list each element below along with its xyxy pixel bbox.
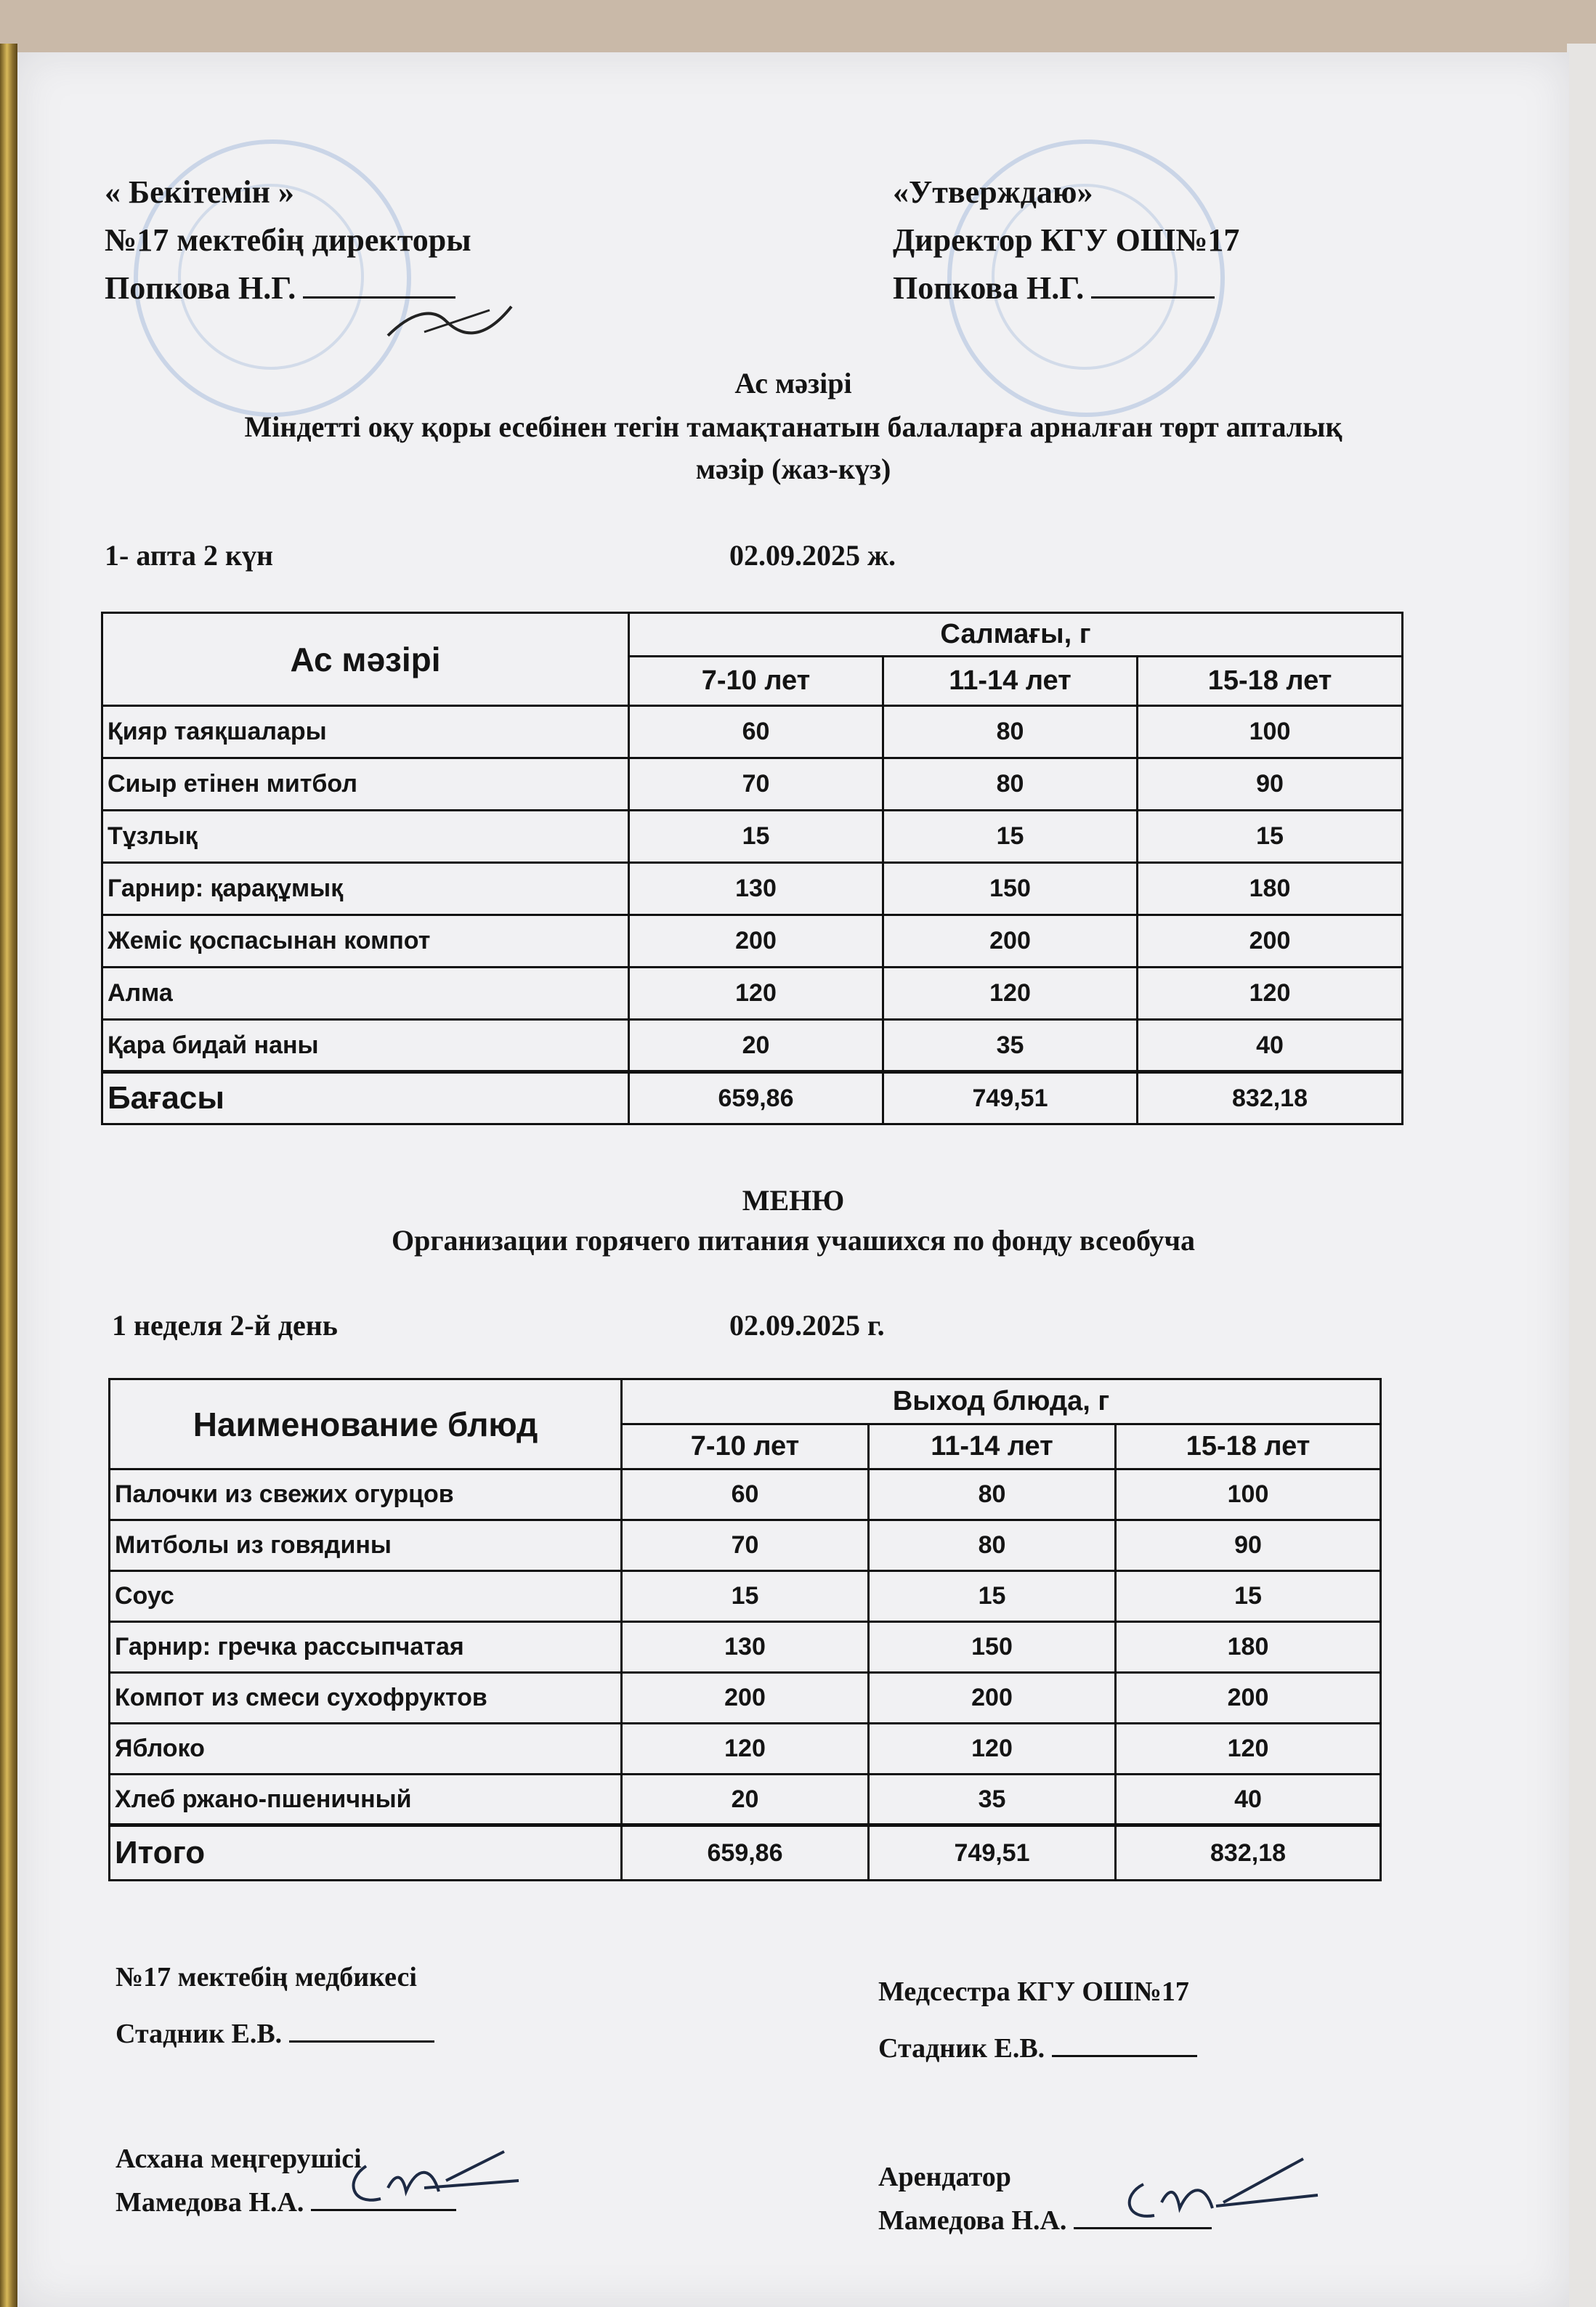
table-row: [102, 863, 1403, 915]
dish-weight: 80: [869, 1520, 1116, 1571]
dish-weight: 100: [1116, 1469, 1381, 1520]
menu-ru-age-group: 11-14 лет: [869, 1424, 1116, 1469]
dish-weight: 100: [1138, 706, 1403, 758]
background-edge: [1567, 44, 1596, 2307]
dish-name: Сиыр етінен митбол: [102, 758, 629, 811]
dish-weight: 20: [622, 1775, 869, 1825]
dish-weight: 200: [622, 1673, 869, 1724]
table-row: [102, 706, 1403, 758]
dish-weight: 40: [1116, 1775, 1381, 1825]
dish-weight: 40: [1138, 1020, 1403, 1072]
approval-kz: [105, 169, 471, 312]
total-price: 749,51: [883, 1072, 1138, 1124]
approval-ru-signature-line: [893, 264, 1239, 312]
dish-weight: 120: [883, 968, 1138, 1020]
dish-weight: 120: [629, 968, 883, 1020]
dish-weight: 15: [883, 811, 1138, 863]
table-row: [102, 968, 1403, 1020]
nurse-ru-title: Медсестра КГУ ОШ№17: [878, 1976, 1189, 2007]
dish-weight: 80: [883, 758, 1138, 811]
dish-weight: 70: [629, 758, 883, 811]
menu-ru-group-header: Выход блюда, г: [622, 1379, 1381, 1424]
dish-weight: 15: [622, 1571, 869, 1622]
nurse-ru-block: [878, 1970, 1197, 2070]
frame-edge: [0, 44, 17, 2307]
menu-kz-col-name: Ас мәзірі: [102, 613, 629, 706]
table-row: [102, 758, 1403, 811]
dish-name: Жеміс қоспасынан компот: [102, 915, 629, 968]
dish-name: Гарнир: гречка рассыпчатая: [110, 1622, 622, 1673]
dish-name: Митболы из говядины: [110, 1520, 622, 1571]
total-label: Итого: [110, 1825, 622, 1881]
dish-weight: 200: [629, 915, 883, 968]
table-row: [110, 1622, 1381, 1673]
total-row: [102, 1072, 1403, 1124]
approval-ru-title: «Утверждаю»: [893, 174, 1093, 210]
total-price: 832,18: [1116, 1825, 1381, 1881]
dish-weight: 120: [1116, 1724, 1381, 1775]
approval-ru-name: Попкова Н.Г.: [893, 270, 1085, 306]
dish-name: Компот из смеси сухофруктов: [110, 1673, 622, 1724]
nurse-kz-signature-line: [116, 2012, 434, 2056]
dish-weight: 60: [629, 706, 883, 758]
dish-weight: 90: [1138, 758, 1403, 811]
background-strip: [0, 0, 1596, 58]
dish-weight: 35: [883, 1020, 1138, 1072]
dish-name: Соус: [110, 1571, 622, 1622]
kitchen-kz-name: Мамедова Н.А.: [116, 2187, 304, 2218]
dish-weight: 35: [869, 1775, 1116, 1825]
menu-kz-table: [101, 612, 1403, 1125]
total-price: 659,86: [629, 1072, 883, 1124]
dish-weight: 200: [1138, 915, 1403, 968]
menu-kz-title: Ас мәзірі: [734, 367, 852, 400]
table-row: [110, 1571, 1381, 1622]
menu-ru-age-group: 7-10 лет: [622, 1424, 869, 1469]
dish-name: Қияр таяқшалары: [102, 706, 629, 758]
table-row: [110, 1469, 1381, 1520]
dish-weight: 120: [622, 1724, 869, 1775]
menu-ru-week-day: 1 неделя 2-й день: [112, 1309, 338, 1342]
dish-weight: 150: [883, 863, 1138, 915]
menu-kz-subtitle-2: мәзір (жаз-күз): [695, 453, 891, 485]
dish-weight: 120: [1138, 968, 1403, 1020]
dish-weight: 130: [622, 1622, 869, 1673]
menu-sheet: [17, 52, 1569, 2307]
menu-kz-date: 02.09.2025 ж.: [729, 539, 896, 572]
menu-ru-date: 02.09.2025 г.: [729, 1309, 885, 1342]
tenant-ru-name: Мамедова Н.А.: [878, 2205, 1067, 2236]
dish-weight: 180: [1138, 863, 1403, 915]
dish-weight: 15: [869, 1571, 1116, 1622]
dish-name: Хлеб ржано-пшеничный: [110, 1775, 622, 1825]
dish-weight: 150: [869, 1622, 1116, 1673]
dish-weight: 200: [883, 915, 1138, 968]
total-price: 749,51: [869, 1825, 1116, 1881]
menu-kz-age-group: 11-14 лет: [883, 657, 1138, 706]
tenant-ru-title: Арендатор: [878, 2162, 1011, 2192]
dish-weight: 200: [869, 1673, 1116, 1724]
tenant-signature: [1107, 2152, 1325, 2231]
menu-ru-title: МЕНЮ: [742, 1184, 845, 1217]
menu-kz-group-header: Салмағы, г: [629, 613, 1403, 657]
approval-ru: [893, 169, 1239, 312]
kitchen-kz-title: Асхана меңгерушісі: [116, 2144, 362, 2174]
total-price: 832,18: [1138, 1072, 1403, 1124]
table-row: [110, 1520, 1381, 1571]
approval-kz-position: №17 мектебің директоры: [105, 222, 471, 258]
dish-name: Алма: [102, 968, 629, 1020]
approval-kz-name: Попкова Н.Г.: [105, 270, 296, 306]
menu-kz-age-group: 7-10 лет: [629, 657, 883, 706]
total-price: 659,86: [622, 1825, 869, 1881]
dish-weight: 15: [629, 811, 883, 863]
nurse-kz-title: №17 мектебің медбикесі: [116, 1962, 417, 1992]
table-row: [110, 1775, 1381, 1825]
dish-weight: 180: [1116, 1622, 1381, 1673]
nurse-ru-name: Стадник Е.В.: [878, 2033, 1045, 2064]
dish-weight: 80: [883, 706, 1138, 758]
dish-weight: 15: [1138, 811, 1403, 863]
dish-weight: 80: [869, 1469, 1116, 1520]
menu-ru-col-name: Наименование блюд: [110, 1379, 622, 1469]
table-row: [110, 1673, 1381, 1724]
dish-weight: 90: [1116, 1520, 1381, 1571]
dish-weight: 120: [869, 1724, 1116, 1775]
approval-kz-title: « Бекітемін »: [105, 174, 294, 210]
table-row: [102, 1020, 1403, 1072]
nurse-kz-block: [116, 1955, 434, 2056]
dish-name: Яблоко: [110, 1724, 622, 1775]
dish-weight: 20: [629, 1020, 883, 1072]
dish-weight: 200: [1116, 1673, 1381, 1724]
dish-name: Палочки из свежих огурцов: [110, 1469, 622, 1520]
total-row: [110, 1825, 1381, 1881]
menu-kz-age-group: 15-18 лет: [1138, 657, 1403, 706]
kitchen-signature: [337, 2137, 526, 2217]
dish-name: Гарнир: қарақұмық: [102, 863, 629, 915]
dish-weight: 130: [629, 863, 883, 915]
menu-ru-age-group: 15-18 лет: [1116, 1424, 1381, 1469]
dish-weight: 60: [622, 1469, 869, 1520]
dish-weight: 15: [1116, 1571, 1381, 1622]
menu-ru-subtitle: Организации горячего питания учашихся по фонду всеобуча: [391, 1224, 1196, 1257]
director-signature: [381, 292, 526, 350]
nurse-kz-name: Стадник Е.В.: [116, 2019, 283, 2049]
menu-kz-week-day: 1- апта 2 күн: [105, 539, 274, 572]
dish-weight: 70: [622, 1520, 869, 1571]
table-row: [110, 1724, 1381, 1775]
table-row: [102, 811, 1403, 863]
total-label: Бағасы: [102, 1072, 629, 1124]
dish-name: Тұзлық: [102, 811, 629, 863]
menu-ru-table: [108, 1378, 1382, 1881]
nurse-ru-signature-line: [878, 2027, 1197, 2070]
approval-ru-position: Директор КГУ ОШ№17: [893, 222, 1240, 258]
menu-kz-subtitle-1: Міндетті оқу қоры есебінен тегін тамақтанатын балаларға арналған төрт апталық: [244, 410, 1342, 443]
dish-name: Қара бидай наны: [102, 1020, 629, 1072]
table-row: [102, 915, 1403, 968]
